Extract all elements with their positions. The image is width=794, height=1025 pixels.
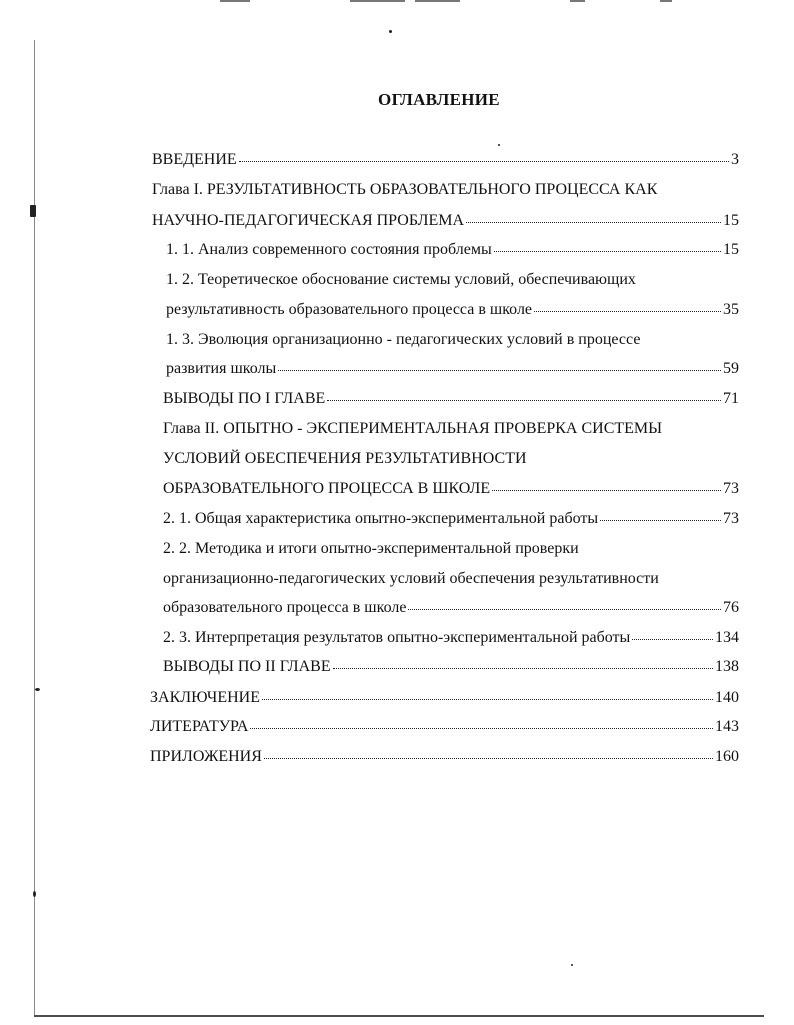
toc-entry-label: 1. 1. Анализ современного состояния проблемы (166, 241, 492, 258)
toc-entry-label: 1. 2. Теоретическое обоснование системы условий, обеспечивающих (166, 271, 636, 288)
scan-speck (571, 964, 573, 966)
toc-entry (166, 359, 739, 379)
toc-entry-label: результативность образовательного процесса в школе (166, 301, 533, 318)
toc-leader (632, 638, 713, 640)
toc-entry (152, 211, 739, 231)
toc-entry (150, 747, 739, 767)
toc-leader (264, 757, 713, 759)
toc-entry (163, 628, 739, 648)
toc-leader (278, 369, 721, 371)
toc-entry-label: ВВЕДЕНИЕ (152, 151, 237, 168)
toc-entry-page: 71 (723, 390, 739, 407)
toc-leader (494, 250, 721, 252)
scan-speck (33, 891, 36, 897)
toc-entry (163, 657, 739, 677)
scan-speck (30, 205, 36, 217)
toc-entry-label: Глава I. РЕЗУЛЬТАТИВНОСТЬ ОБРАЗОВАТЕЛЬНОГО ПРОЦЕССА КАК (152, 181, 658, 198)
toc-leader (492, 489, 721, 491)
toc-entry-label: ЛИТЕРАТУРА (150, 718, 249, 735)
toc-entry-page: 15 (723, 241, 739, 258)
toc-entry-label: ЗАКЛЮЧЕНИЕ (150, 689, 260, 706)
toc-entry-page: 134 (715, 629, 739, 646)
toc-entry-page: 140 (715, 689, 739, 706)
toc-entry-label: УСЛОВИЙ ОБЕСПЕЧЕНИЯ РЕЗУЛЬТАТИВНОСТИ (163, 450, 527, 467)
toc-entry-page: 73 (723, 510, 739, 527)
scan-bottom-line (34, 1015, 764, 1017)
toc-entry (150, 688, 739, 708)
toc-leader (333, 667, 713, 669)
toc-entry (163, 598, 739, 618)
toc-leader (262, 698, 713, 700)
toc-entry-label: ОБРАЗОВАТЕЛЬНОГО ПРОЦЕССА В ШКОЛЕ (163, 480, 491, 497)
toc-entry-label: 1. 3. Эволюция организационно - педагогических условий в процессе (166, 331, 641, 348)
scan-speck (35, 688, 40, 691)
scan-edge-line (34, 40, 35, 1015)
toc-entry-page: 160 (715, 748, 739, 765)
toc-entry-label: образовательного процесса в школе (163, 599, 407, 616)
toc-entry-label: 2. 1. Общая характеристика опытно-экспериментальной работы (163, 510, 599, 527)
toc-entry-label: развития школы (166, 360, 277, 377)
toc-entry-label: ВЫВОДЫ ПО II ГЛАВЕ (163, 658, 331, 675)
toc-entry (166, 300, 739, 320)
toc-entry (163, 389, 739, 409)
scan-speck (498, 144, 500, 146)
scan-top-marks (200, 0, 700, 4)
toc-entry-page: 143 (715, 718, 739, 735)
toc-entry-label: НАУЧНО-ПЕДАГОГИЧЕСКАЯ ПРОБЛЕМА (152, 212, 465, 229)
toc-leader (327, 399, 721, 401)
toc-entry-page: 59 (723, 360, 739, 377)
toc-entry-page: 15 (723, 212, 739, 229)
toc-entry-label: организационно-педагогических условий обеспечения результативности (163, 570, 659, 587)
toc-leader (408, 608, 721, 610)
toc-entry-label: 2. 3. Интерпретация результатов опытно-экспериментальной работы (163, 629, 631, 646)
toc-leader (600, 519, 721, 521)
toc-entry-label: 2. 2. Методика и итоги опытно-экспериментальной проверки (163, 540, 579, 557)
toc-entry-page: 3 (731, 151, 739, 168)
toc-leader (250, 727, 713, 729)
toc-leader (534, 310, 721, 312)
toc-entry-page: 76 (723, 599, 739, 616)
page-title: ОГЛАВЛЕНИЕ (378, 90, 500, 109)
scan-speck (389, 30, 392, 33)
toc-entry-page: 35 (723, 301, 739, 318)
toc-entry-page: 73 (723, 480, 739, 497)
toc-entry (152, 150, 739, 170)
toc-entry-label: Глава II. ОПЫТНО - ЭКСПЕРИМЕНТАЛЬНАЯ ПРОВЕРКА СИСТЕМЫ (163, 420, 663, 437)
toc-leader (239, 160, 729, 162)
toc-entry-page: 138 (715, 658, 739, 675)
toc-entry-label: ВЫВОДЫ ПО I ГЛАВЕ (163, 390, 326, 407)
toc-entry (163, 479, 739, 499)
toc-leader (466, 221, 721, 223)
toc-entry (166, 240, 739, 260)
toc-entry-label: ПРИЛОЖЕНИЯ (150, 748, 262, 765)
toc-entry (163, 509, 739, 529)
toc-entry (150, 717, 739, 737)
